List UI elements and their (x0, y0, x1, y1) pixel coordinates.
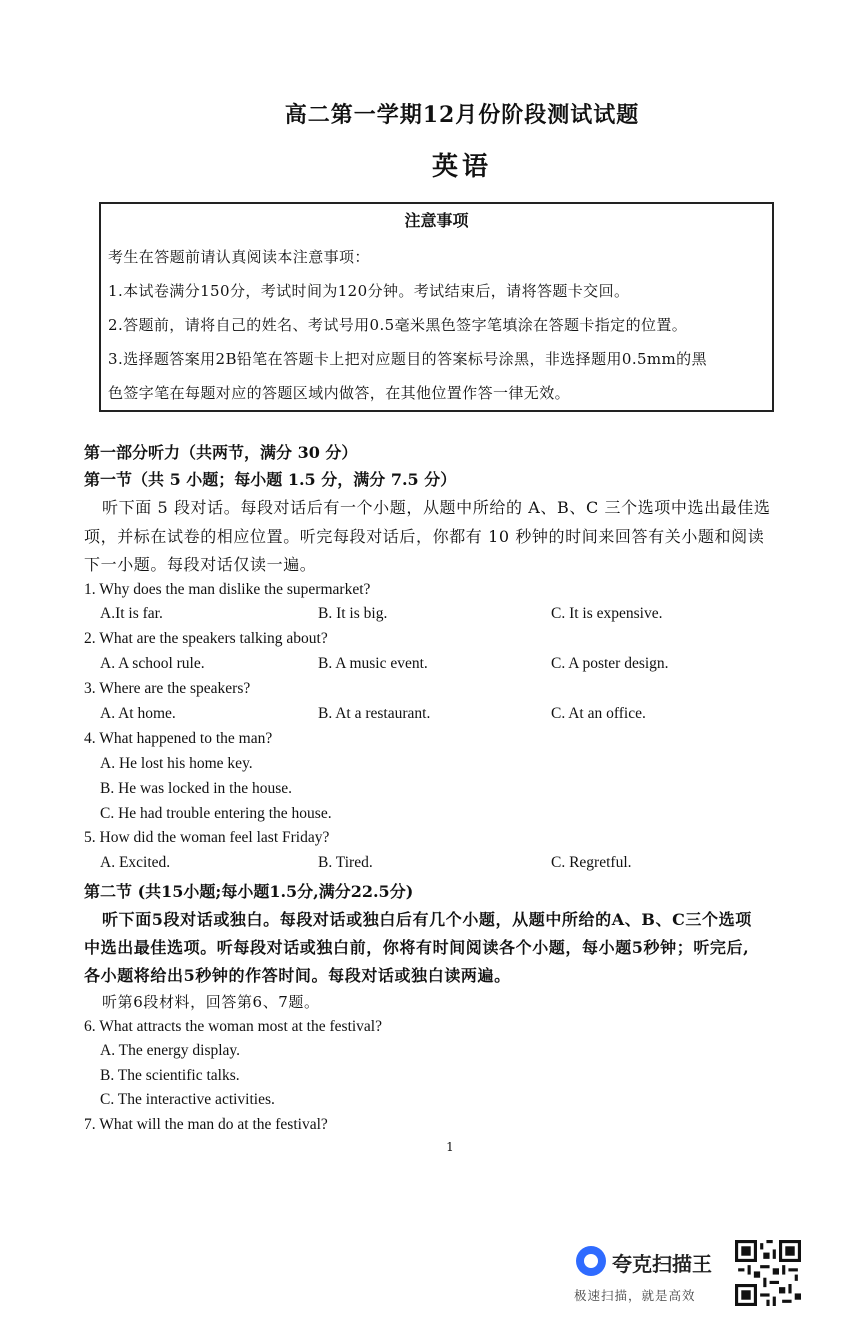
qr-code-icon (735, 1240, 801, 1306)
option-a: A. The energy display. (100, 1042, 241, 1059)
option-c: C. He had trouble entering the house. (100, 805, 332, 822)
option-b: B. It is big. (318, 605, 388, 622)
option-b: B. He was locked in the house. (100, 780, 292, 797)
notice-line: 1.本试卷满分150分，考试时间为120分钟。考试结束后，请将答题卡交回。 (108, 282, 630, 300)
option-c: C. At an office. (551, 705, 646, 722)
option-c: C. Regretful. (551, 854, 632, 871)
option-b: B. A music event. (318, 655, 428, 672)
scanner-watermark (572, 1240, 732, 1304)
page-number: 1 (446, 1140, 454, 1154)
section1-instruction-line: 下一小题。每段对话仅读一遍。 (84, 555, 317, 574)
notice-box (99, 202, 774, 412)
section1-instruction-line: 项，并标在试卷的相应位置。听完每段对话后，你都有 10 秒钟的时间来回答有关小题和阅读 (84, 527, 765, 546)
notice-line: 3.选择题答案用2B铅笔在答题卡上把对应题目的答案标号涂黑，非选择题用0.5mm的黑 (108, 350, 707, 368)
question-5: 5. How did the woman feel last Friday? (84, 829, 330, 846)
option-a: A. Excited. (100, 854, 171, 871)
section2-instruction-line: 各小题将给出5秒钟的作答时间。每段对话或独白读两遍。 (84, 966, 511, 985)
notice-line: 色签字笔在每题对应的答题区域内做答，在其他位置作答一律无效。 (108, 384, 571, 402)
notice-heading: 注意事项 (404, 211, 469, 230)
question-3: 3. Where are the speakers? (84, 680, 251, 697)
option-c: C. It is expensive. (551, 605, 663, 622)
notice-line: 考生在答题前请认真阅读本注意事项： (108, 248, 370, 266)
exam-subject: 英语 (431, 152, 492, 182)
option-a: A. He lost his home key. (100, 755, 253, 772)
question-6: 6. What attracts the woman most at the festival? (84, 1018, 382, 1035)
option-b: B. The scientific talks. (100, 1067, 240, 1084)
scanner-brand: 夸克扫描王 (612, 1252, 712, 1276)
option-c: C. A poster design. (551, 655, 669, 672)
part1-heading: 第一部分听力（共两节，满分 30 分） (84, 443, 358, 462)
option-b: B. At a restaurant. (318, 705, 431, 722)
question-7: 7. What will the man do at the festival? (84, 1116, 328, 1133)
section1-heading: 第一节（共 5 小题；每小题 1.5 分，满分 7.5 分） (84, 470, 457, 489)
section1-instruction-line: 听下面 5 段对话。每段对话后有一个小题，从题中所给的 A、B、C 三个选项中选出最佳选 (102, 498, 771, 517)
scanner-logo-icon (576, 1246, 606, 1276)
section2-heading: 第二节 (共15小题;每小题1.5分,满分22.5分) (84, 882, 414, 901)
scanner-slogan: 极速扫描，就是高效 (574, 1288, 696, 1303)
exam-title: 高二第一学期12月份阶段测试试题 (284, 102, 640, 128)
option-b: B. Tired. (318, 854, 373, 871)
section2-instruction-line: 听下面5段对话或独白。每段对话或独白后有几个小题，从题中所给的A、B、C三个选项 (102, 910, 752, 929)
question-4: 4. What happened to the man? (84, 730, 273, 747)
question-2: 2. What are the speakers talking about? (84, 630, 328, 647)
section2-instruction-line: 中选出最佳选项。听每段对话或独白前，你将有时间阅读各个小题，每小题5秒钟；听完后, (84, 938, 750, 957)
option-c: C. The interactive activities. (100, 1091, 275, 1108)
option-a: A.It is far. (100, 605, 163, 622)
option-a: A. At home. (100, 705, 176, 722)
notice-line: 2.答题前，请将自己的姓名、考试号用0.5毫米黑色签字笔填涂在答题卡指定的位置。 (108, 316, 688, 334)
option-a: A. A school rule. (100, 655, 205, 672)
material-note: 听第6段材料，回答第6、7题。 (102, 993, 320, 1011)
question-1: 1. Why does the man dislike the supermarket? (84, 581, 371, 598)
